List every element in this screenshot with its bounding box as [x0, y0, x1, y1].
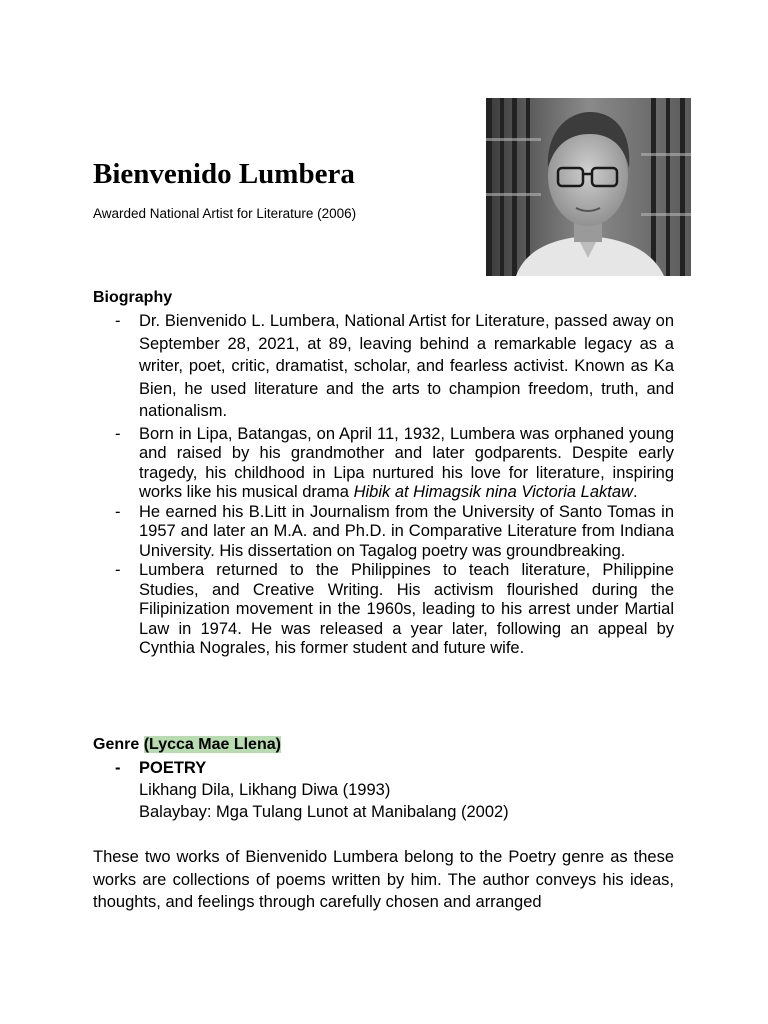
genre-explanation-paragraph: These two works of Bienvenido Lumbera belong to the Poetry genre as these works are collections of poems written by him. The author conveys his ideas, thoughts, and feelings through carefully chosen and arranged [93, 848, 674, 911]
genre-category [93, 757, 674, 779]
bullet-dash: - [115, 759, 121, 777]
list-item [93, 503, 674, 562]
drama-title: Hibik at Himagsik nina Victoria Laktaw [353, 483, 633, 501]
list-item-end: . [632, 483, 638, 501]
list-item [93, 561, 674, 659]
work-title: Likhang Dila, Likhang Diwa (1993) [139, 781, 391, 799]
genre-section [93, 757, 674, 823]
author-highlight-tag: (Lycca Mae Llena) [143, 736, 281, 753]
list-item-text: Dr. Bienvenido L. Lumbera, National Artist for Literature, passed away on September 28, 2021, at 89, leaving behind a remarkable legacy as a writer, poet, critic, dramatist, scholar, and fearless activist. Known as Ka Bien, he used literature and the arts to champion freedom, truth, and nationalism. [139, 312, 674, 420]
list-item [93, 425, 674, 503]
bullet-dash: - [115, 502, 121, 521]
author-portrait-photo [486, 98, 691, 276]
list-item-text: Lumbera returned to the Philippines to teach literature, Philippine Studies, and Creative Writing. His activism flourished during the Filipinization movement in the 1960s, leading to his arrest under Martial Law in 1974. He was released a year later, following an appeal by Cynthia Nograles, his former student and future wife. [139, 561, 674, 657]
list-item-text: Born in Lipa, Batangas, on April 11, 1932, Lumbera was orphaned young and raised by his grandmother and later godparents. Despite early tragedy, his childhood in Lipa nurtured his love for literature, inspiring works like his musical drama [139, 424, 674, 501]
genre-category-label: POETRY [139, 759, 207, 777]
genre-heading [93, 736, 281, 754]
bullet-dash: - [115, 424, 121, 443]
biography-list [93, 310, 674, 659]
work-title: Balaybay: Mga Tulang Lunot at Manibalang (2002) [139, 803, 509, 821]
list-item-text: He earned his B.Litt in Journalism from the University of Santo Tomas in 1957 and later an M.A. and Ph.D. in Comparative Literature from Indiana University. His dissertation on Tagalog poetry was groundbreaking. [139, 502, 674, 560]
list-item [93, 310, 674, 423]
genre-heading-label: Genre [93, 736, 140, 753]
bullet-dash: - [115, 561, 121, 579]
page-title: Bienvenido Lumbera [93, 158, 355, 190]
award-subtitle: Awarded National Artist for Literature (2006) [93, 206, 357, 221]
biography-heading: Biography [93, 289, 173, 306]
bullet-dash: - [115, 312, 121, 330]
